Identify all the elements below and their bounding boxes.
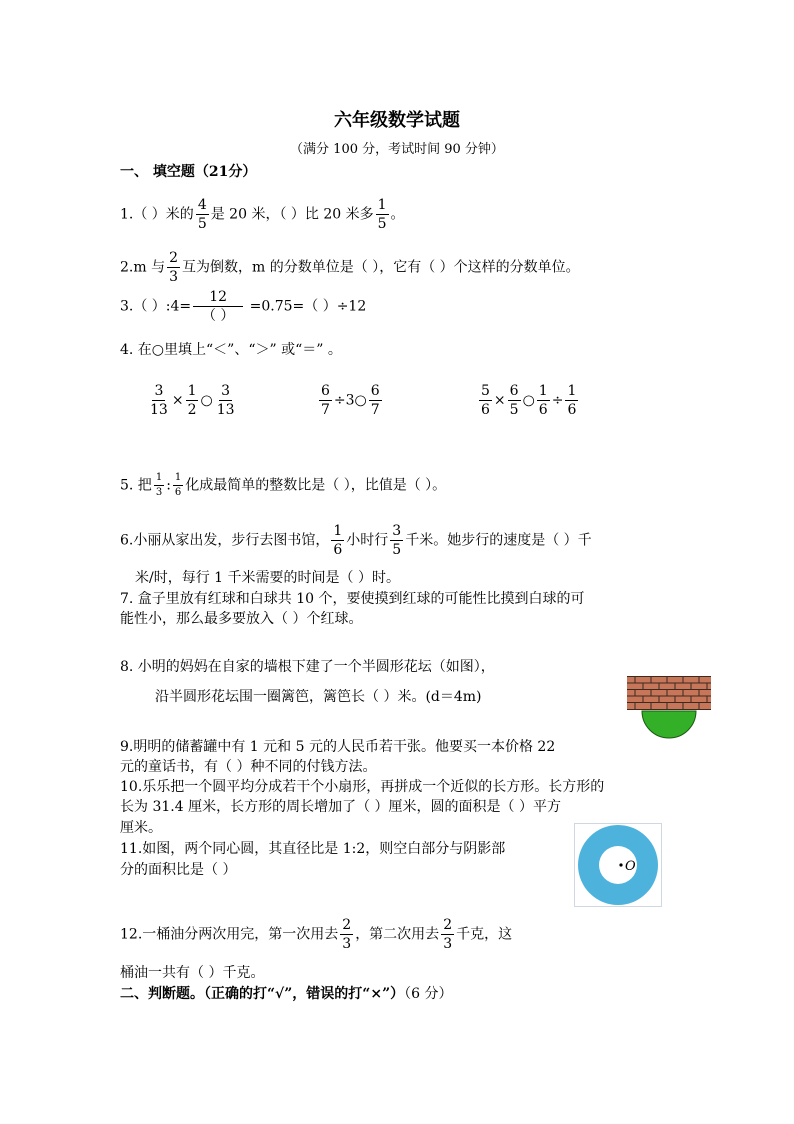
- question-10-line2: 长为 31.4 厘米，长方形的周长增加了（ ）厘米，圆的面积是（ ）平方: [120, 799, 561, 815]
- fraction: $\frac{2}{3}$: [169, 250, 179, 285]
- section1-heading: 一、 填空题（21分）: [120, 164, 257, 180]
- brick-wall-image: [627, 676, 711, 710]
- question-7-line1: 7. 盒子里放有红球和白球共 10 个，要使摸到红球的可能性比摸到白球的可: [120, 591, 585, 607]
- exam-info: （满分 100 分，考试时间 90 分钟）: [290, 142, 504, 157]
- page-title: 六年级数学试题: [334, 110, 460, 131]
- question-10-line1: 10.乐乐把一个圆平均分成若干个小扇形，再拼成一个近似的长方形。长方形的: [120, 779, 605, 795]
- question-6: 6.小丽从家出发，步行去图书馆， $\frac{1}{6}$ 小时行 $\frac{3}{5}$ 千米。她步行的速度是（ ）千: [120, 523, 592, 558]
- question-4: 4. 在○里填上“＜”、“＞” 或“＝” 。: [120, 342, 342, 358]
- concentric-circles-image: [574, 823, 662, 907]
- fraction: $\frac{12}{( )}$: [193, 290, 243, 323]
- question-12: 12.一桶油分两次用完，第一次用去 $\frac{2}{3}$ ，第二次用去 $\frac{2}{3}$ 千克，这: [120, 917, 513, 952]
- fraction: $\frac{4}{5}$: [197, 197, 207, 232]
- fraction: $\frac{1}{5}$: [377, 197, 387, 232]
- center-label: O: [625, 859, 636, 874]
- question-12-line2: 桶油一共有（ ）千克。: [120, 965, 265, 981]
- question-11-line1: 11.如图，两个同心圆，其直径比是 1:2，则空白部分与阴影部: [120, 841, 506, 857]
- question-9-line2: 元的童话书，有（ ）种不同的付钱方法。: [120, 759, 377, 775]
- compare-expression-1: $\frac{3}{13}$ × $\frac{1}{2}$ ○ $\frac{3}{13}$: [150, 383, 235, 418]
- compare-expression-2: $\frac{6}{7}$ ÷3○ $\frac{6}{7}$: [321, 383, 380, 418]
- question-8-line1: 8. 小明的妈妈在自家的墙根下建了一个半圆形花坛（如图），: [120, 659, 495, 675]
- question-3: 3.（ ）:4= $\frac{12}{( )}$ =0.75=（ ）÷12: [120, 289, 367, 324]
- compare-expression-3: $\frac{5}{6}$ × $\frac{6}{5}$ ○ $\frac{1}{6}$ ÷ $\frac{1}{6}$: [481, 383, 577, 418]
- question-10-line3: 厘米。: [120, 820, 162, 836]
- semicircle-flowerbed: [641, 710, 697, 740]
- question-5: 5. 把 $\frac{1}{3}$ : $\frac{1}{6}$ 化成最简单的整数比是（ ），比值是（ ）。: [120, 472, 447, 498]
- question-11-line2: 分的面积比是（ ）: [120, 862, 237, 878]
- question-1: 1.（ ）米的 $\frac{4}{5}$ 是 20 米，（ ）比 20 米多 $\frac{1}{5}$ 。: [120, 197, 405, 232]
- question-7-line2: 能性小，那么最多要放入（ ）个红球。: [120, 611, 363, 627]
- section2-heading: 二、判断题。（正确的打“√”，错误的打“×”）（6 分）: [120, 986, 453, 1002]
- question-9-line1: 9.明明的储蓄罐中有 1 元和 5 元的人民币若干张。他要买一本价格 22: [120, 739, 556, 755]
- question-6-line2: 米/时，每行 1 千米需要的时间是（ ）时。: [135, 570, 400, 586]
- question-8-line2: 沿半圆形花坛围一圈篱笆，篱笆长（ ）米。(d＝4m): [155, 689, 482, 705]
- question-2: 2.m 与 $\frac{2}{3}$ 互为倒数，m 的分数单位是（ ），它有（ ）个这样的分数单位。: [120, 250, 580, 285]
